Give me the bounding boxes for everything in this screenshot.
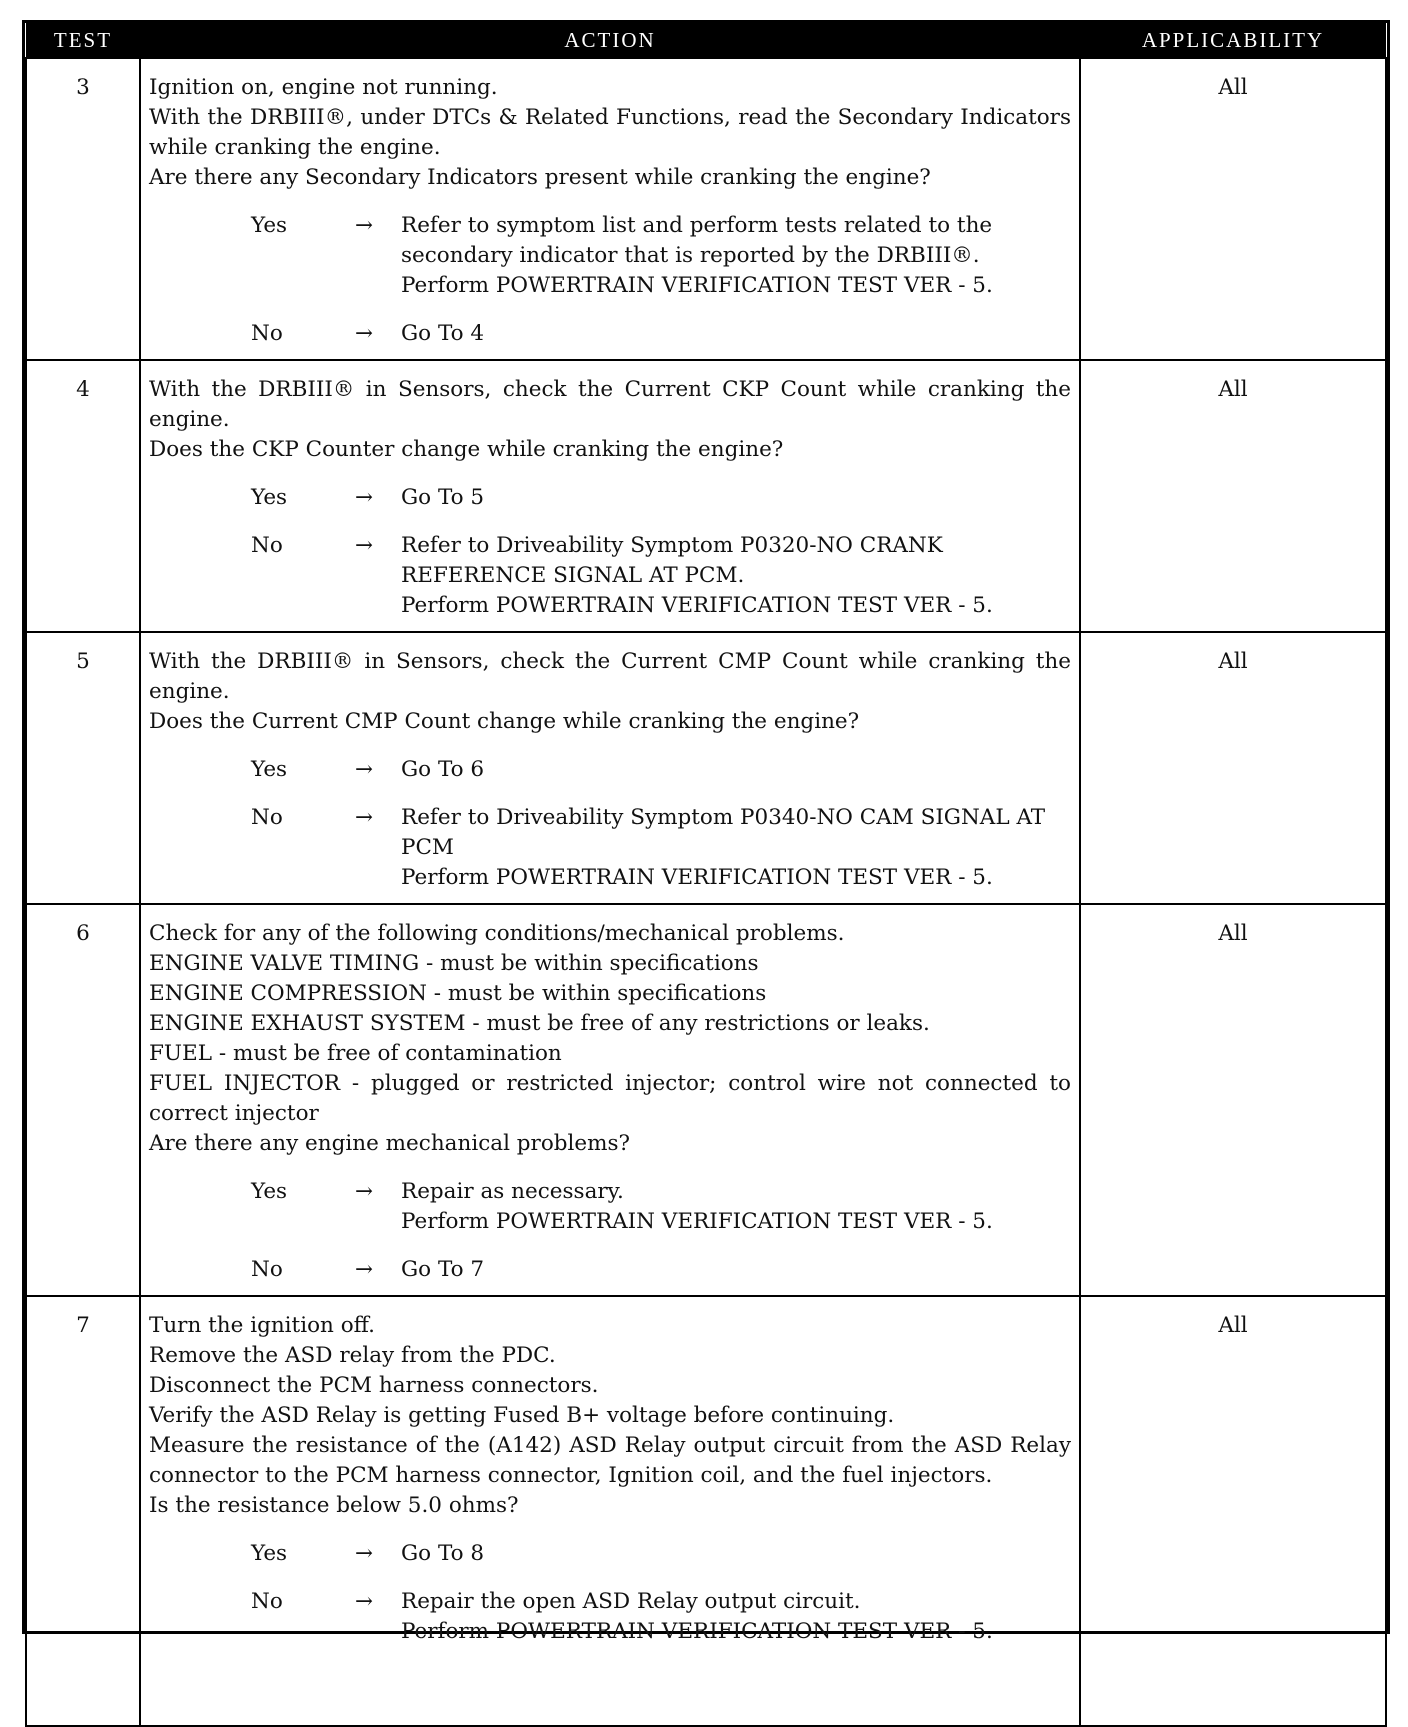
option-yes-text: [401, 1539, 1071, 1569]
option-line: Go To 7: [401, 1257, 485, 1282]
action-line: Verify the ASD Relay is getting Fused B+ voltage before continuing.: [149, 1403, 895, 1428]
table-row: [26, 632, 1386, 904]
option-yes: [149, 483, 1071, 513]
option-yes: [149, 1539, 1071, 1569]
option-yes: [149, 211, 1071, 301]
action-line: Is the resistance below 5.0 ohms?: [149, 1493, 519, 1518]
option-no-text: [401, 803, 1071, 893]
option-line: Go To 5: [401, 485, 485, 510]
table-row: [26, 360, 1386, 632]
option-yes: [149, 755, 1071, 785]
table-header-row: [26, 23, 1386, 58]
option-no: [149, 531, 1071, 621]
diagnostic-table-page: [22, 20, 1390, 1644]
table-row: [26, 58, 1386, 360]
option-yes-text: [401, 1177, 1071, 1237]
option-no-label: No: [251, 321, 283, 346]
action-cell: [140, 58, 1080, 360]
option-line: Perform POWERTRAIN VERIFICATION TEST VER - 5.: [401, 865, 993, 890]
option-yes-text: [401, 755, 1071, 785]
table-row: [26, 1296, 1386, 1726]
applicability: All: [1080, 58, 1386, 360]
arrow-icon: →: [355, 213, 374, 238]
option-yes-label: Yes: [251, 1179, 288, 1204]
option-line: Repair the open ASD Relay output circuit.: [401, 1589, 861, 1614]
option-no-label: No: [251, 1589, 283, 1614]
test-number: 5: [26, 632, 140, 904]
action-line: ENGINE COMPRESSION - must be within specifications: [149, 981, 767, 1006]
action-line: With the DRBIII® in Sensors, check the Current CKP Count while cranking the engine.: [149, 377, 1071, 432]
option-line: Perform POWERTRAIN VERIFICATION TEST VER - 5.: [401, 1619, 993, 1644]
option-no-text: [401, 531, 1071, 621]
option-no: [149, 1587, 1071, 1647]
applicability: All: [1080, 360, 1386, 632]
test-number: 3: [26, 58, 140, 360]
action-line: With the DRBIII®, under DTCs & Related Functions, read the Secondary Indicators while cranking the engine.: [149, 105, 1071, 160]
test-number: 7: [26, 1296, 140, 1726]
arrow-icon: →: [355, 1589, 374, 1614]
option-no-text: [401, 319, 1071, 349]
option-no: [149, 319, 1071, 349]
action-line: Turn the ignition off.: [149, 1313, 375, 1338]
action-line: ENGINE EXHAUST SYSTEM - must be free of any restrictions or leaks.: [149, 1011, 930, 1036]
action-line: ENGINE VALVE TIMING - must be within specifications: [149, 951, 759, 976]
action-line: Measure the resistance of the (A142) ASD Relay output circuit from the ASD Relay connector to the PCM harness connector, Ignition coil, and the fuel injectors.: [149, 1433, 1071, 1488]
action-cell: [140, 904, 1080, 1296]
test-number: 6: [26, 904, 140, 1296]
option-no: [149, 803, 1071, 893]
option-line: Perform POWERTRAIN VERIFICATION TEST VER - 5.: [401, 273, 993, 298]
option-line: Refer to Driveability Symptom P0320-NO CRANK REFERENCE SIGNAL AT PCM.: [401, 533, 943, 588]
test-number: 4: [26, 360, 140, 632]
action-line: Disconnect the PCM harness connectors.: [149, 1373, 599, 1398]
option-line: Refer to Driveability Symptom P0340-NO CAM SIGNAL AT PCM: [401, 805, 1046, 860]
header-action: ACTION: [140, 23, 1080, 58]
option-line: Go To 6: [401, 757, 485, 782]
applicability: All: [1080, 632, 1386, 904]
option-line: Repair as necessary.: [401, 1179, 624, 1204]
diagnostic-test-table: [25, 23, 1387, 1727]
applicability: All: [1080, 904, 1386, 1296]
action-cell: [140, 1296, 1080, 1726]
option-line: Perform POWERTRAIN VERIFICATION TEST VER - 5.: [401, 1209, 993, 1234]
arrow-icon: →: [355, 533, 374, 558]
option-line: Refer to symptom list and perform tests related to the secondary indicator that is reported by the DRBIII®.: [401, 213, 993, 268]
option-no-text: [401, 1587, 1071, 1647]
option-yes-text: [401, 483, 1071, 513]
arrow-icon: →: [355, 805, 374, 830]
option-no-label: No: [251, 1257, 283, 1282]
option-yes-text: [401, 211, 1071, 301]
option-line: Perform POWERTRAIN VERIFICATION TEST VER - 5.: [401, 593, 993, 618]
header-applicability: APPLICABILITY: [1080, 23, 1386, 58]
action-cell: [140, 360, 1080, 632]
action-line: FUEL - must be free of contamination: [149, 1041, 562, 1066]
arrow-icon: →: [355, 1541, 374, 1566]
action-line: Are there any engine mechanical problems?: [149, 1131, 631, 1156]
action-line: With the DRBIII® in Sensors, check the Current CMP Count while cranking the engine.: [149, 649, 1071, 704]
arrow-icon: →: [355, 1257, 374, 1282]
option-yes-label: Yes: [251, 213, 288, 238]
action-line: Ignition on, engine not running.: [149, 75, 498, 100]
arrow-icon: →: [355, 321, 374, 346]
action-line: Remove the ASD relay from the PDC.: [149, 1343, 556, 1368]
option-no-label: No: [251, 533, 283, 558]
option-no-label: No: [251, 805, 283, 830]
option-yes: [149, 1177, 1071, 1237]
arrow-icon: →: [355, 1179, 374, 1204]
applicability: All: [1080, 1296, 1386, 1726]
option-yes-label: Yes: [251, 1541, 288, 1566]
action-line: Are there any Secondary Indicators present while cranking the engine?: [149, 165, 931, 190]
option-no-text: [401, 1255, 1071, 1285]
table-row: [26, 904, 1386, 1296]
arrow-icon: →: [355, 757, 374, 782]
action-line: Does the Current CMP Count change while cranking the engine?: [149, 709, 860, 734]
arrow-icon: →: [355, 485, 374, 510]
option-yes-label: Yes: [251, 757, 288, 782]
action-line: Does the CKP Counter change while cranking the engine?: [149, 437, 784, 462]
option-line: Go To 8: [401, 1541, 485, 1566]
option-line: Go To 4: [401, 321, 485, 346]
option-yes-label: Yes: [251, 485, 288, 510]
action-line: FUEL INJECTOR - plugged or restricted injector; control wire not connected to correct injector: [149, 1071, 1071, 1126]
action-cell: [140, 632, 1080, 904]
action-line: Check for any of the following conditions/mechanical problems.: [149, 921, 845, 946]
header-test: TEST: [26, 23, 140, 58]
option-no: [149, 1255, 1071, 1285]
